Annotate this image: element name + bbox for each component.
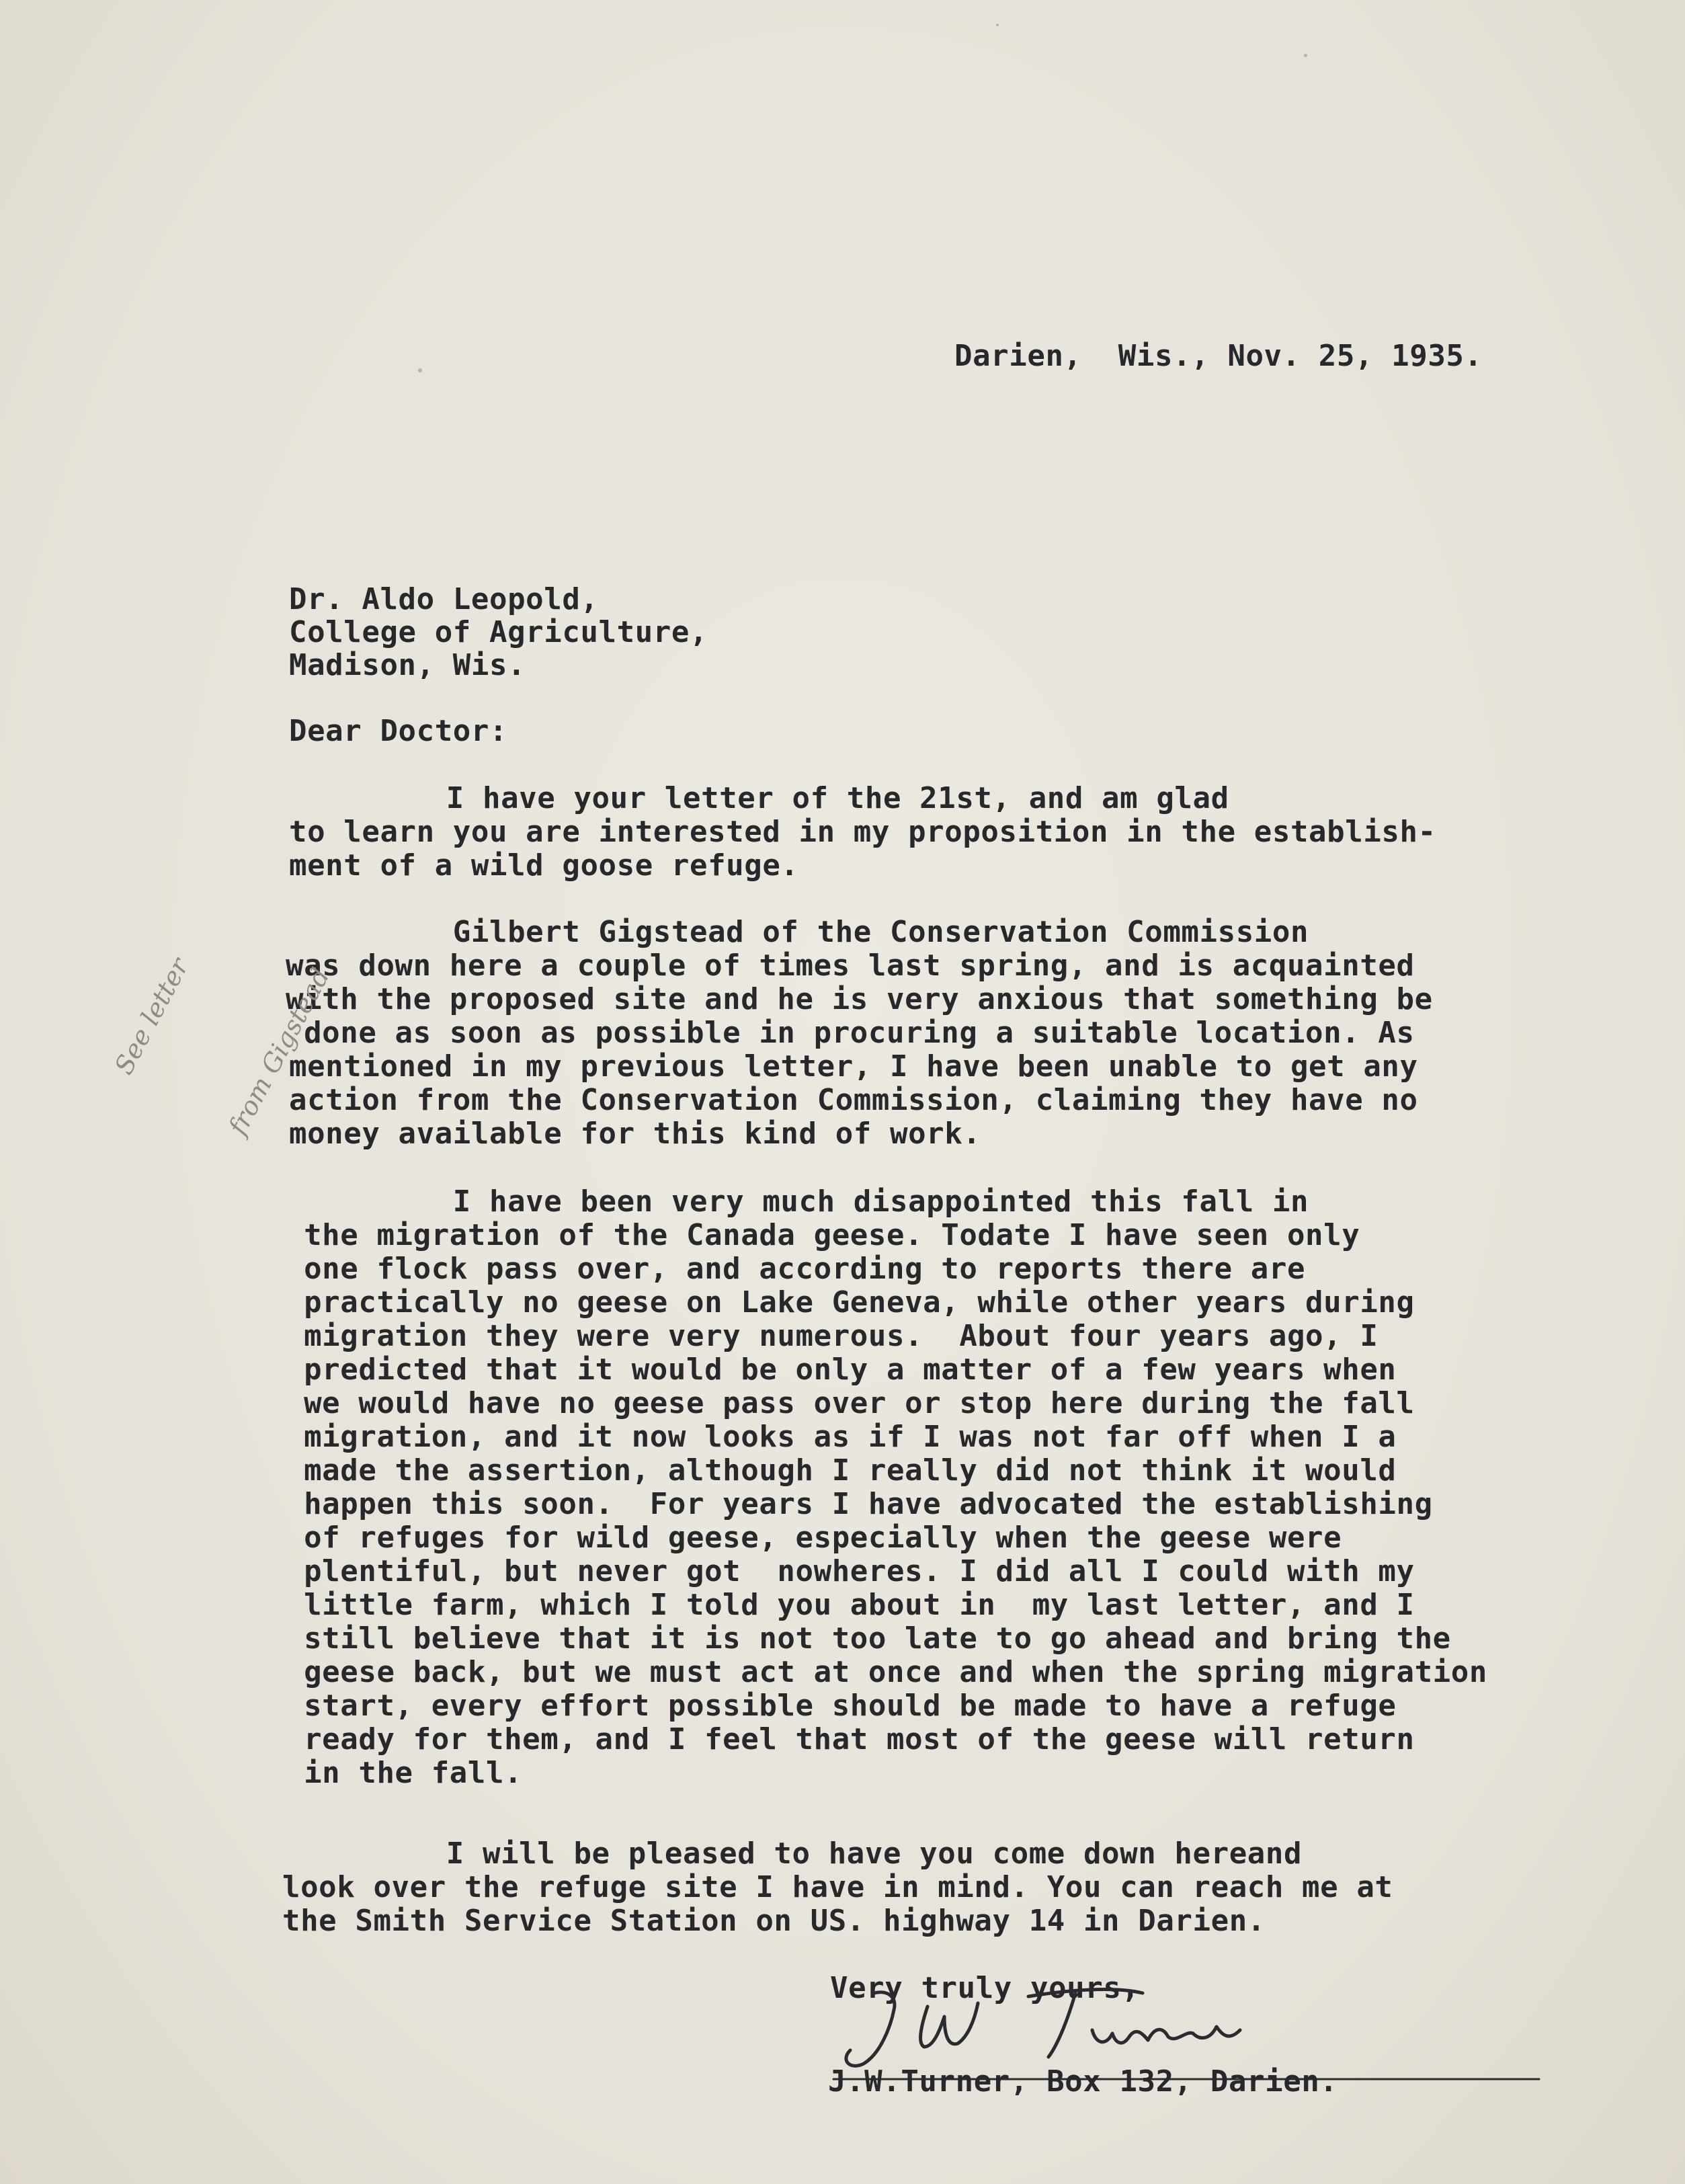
- body-line: we would have no geese pass over or stop here during the fall: [286, 1386, 1415, 1420]
- margin-note-line: from Gigstead: [222, 963, 335, 1140]
- paper-speck: [1304, 54, 1307, 57]
- body-line: I have been very much disappointed this fall in: [289, 1184, 1309, 1219]
- body-line: migration, and it now looks as if I was not far off when I a: [286, 1420, 1397, 1454]
- paper-speck: [996, 24, 999, 26]
- body-line: migration they were very numerous. About four years ago, I: [286, 1319, 1379, 1353]
- paper-speck: [418, 368, 422, 372]
- signature-block: J.W.Turner, Box 132, Darien.: [828, 2064, 1338, 2099]
- body-line: look over the refuge site I have in mind. You can reach me at: [282, 1870, 1393, 1904]
- body-line: start, every effort possible should be made to have a refuge: [286, 1689, 1397, 1723]
- body-line: ment of a wild goose refuge.: [289, 848, 799, 883]
- dateline: Darien, Wis., Nov. 25, 1935.: [954, 339, 1483, 373]
- body-line: little farm, which I told you about in my last letter, and I: [286, 1588, 1415, 1622]
- recipient-name: Dr. Aldo Leopold,: [289, 582, 599, 616]
- body-line: ready for them, and I feel that most of the geese will return: [286, 1722, 1415, 1756]
- body-line: Gilbert Gigstead of the Conservation Commission: [289, 915, 1309, 949]
- body-line: plentiful, but never got nowheres. I did all I could with my: [286, 1554, 1415, 1588]
- body-line: one flock pass over, and according to reports there are: [286, 1252, 1306, 1286]
- complimentary-close: Very truly yours,: [830, 1971, 1140, 2005]
- body-line: money available for this kind of work.: [289, 1117, 981, 1151]
- body-line: the migration of the Canada geese. Todate I have seen only: [286, 1218, 1360, 1252]
- body-line: happen this soon. For years I have advocated the establishing: [286, 1487, 1433, 1521]
- body-line: the Smith Service Station on US. highway 14 in Darien.: [282, 1904, 1266, 1938]
- body-line: with the proposed site and he is very anxious that something be: [286, 982, 1433, 1016]
- body-line: in the fall.: [286, 1756, 523, 1790]
- body-line: geese back, but we must act at once and when the spring migration: [286, 1655, 1487, 1689]
- recipient-city: Madison, Wis.: [289, 648, 526, 682]
- body-line: made the assertion, although I really did not think it would: [286, 1453, 1397, 1488]
- body-line: mentioned in my previous letter, I have been unable to get any: [289, 1049, 1418, 1084]
- body-line: was down here a couple of times last spring, and is acquainted: [286, 948, 1415, 983]
- recipient-institution: College of Agriculture,: [289, 615, 708, 649]
- body-line: I will be pleased to have you come down hereand: [282, 1836, 1303, 1871]
- body-line: I have your letter of the 21st, and am glad: [282, 781, 1229, 815]
- body-line: to learn you are interested in my proposition in the establish-: [289, 815, 1436, 849]
- body-line: predicted that it would be only a matter of a few years when: [286, 1352, 1397, 1387]
- margin-note-line: See letter: [108, 953, 195, 1080]
- salutation: Dear Doctor:: [289, 714, 508, 748]
- body-line: still believe that it is not too late to go ahead and bring the: [286, 1621, 1451, 1656]
- body-line: done as soon as possible in procuring a suitable location. As: [286, 1016, 1415, 1050]
- body-line: practically no geese on Lake Geneva, while other years during: [286, 1285, 1415, 1320]
- body-line: of refuges for wild geese, especially when the geese were: [286, 1521, 1342, 1555]
- body-line: action from the Conservation Commission, claiming they have no: [289, 1083, 1418, 1117]
